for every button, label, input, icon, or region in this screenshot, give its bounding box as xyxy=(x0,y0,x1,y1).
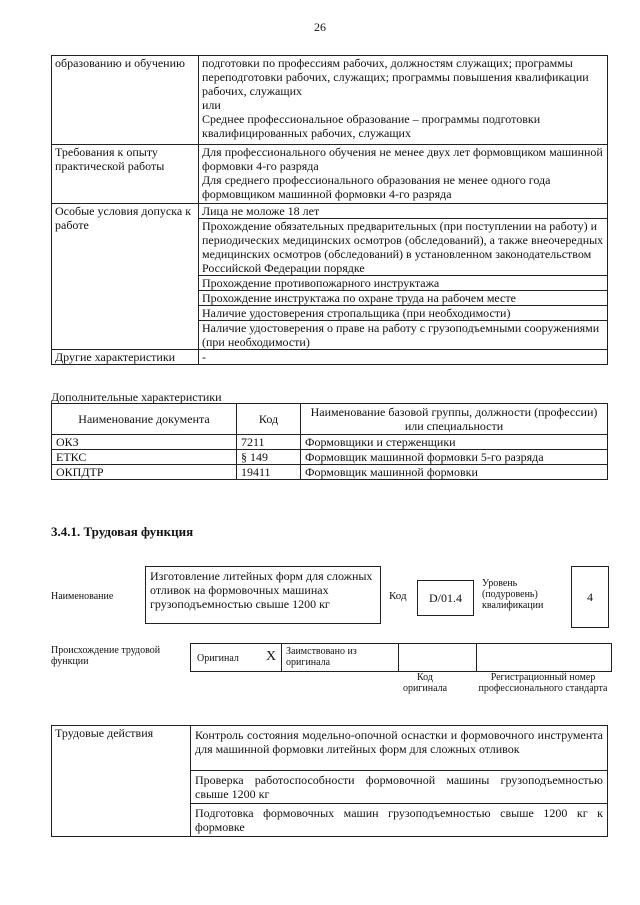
cell: ОКЗ xyxy=(52,435,237,450)
row-label: Другие характеристики xyxy=(52,350,199,365)
code-box: D/01.4 xyxy=(417,580,474,616)
actions-table xyxy=(51,725,608,837)
cell: § 149 xyxy=(237,450,301,465)
condition-item: Наличие удостоверения стропальщика (при необходимости) xyxy=(199,305,607,320)
page-number: 26 xyxy=(314,20,326,34)
row-label: образованию и обучению xyxy=(52,56,199,145)
reg-number-label: Регистрационный номер профессионального стандарта xyxy=(478,672,608,694)
additional-table xyxy=(51,403,608,480)
table-row xyxy=(52,56,608,145)
action-item: Контроль состояния модельно-опочной оснастки и формовочного инструмента для машинной формовки литейных форм для сложных отливок xyxy=(191,726,608,771)
origin-row xyxy=(190,643,612,672)
cell: ЕТКС xyxy=(52,450,237,465)
cell: Формовщик машинной формовки 5-го разряда xyxy=(301,450,608,465)
action-item: Проверка работоспособности формовочной машины грузоподъемностью свыше 1200 кг xyxy=(191,771,608,804)
actions-label: Трудовые действия xyxy=(52,726,191,837)
cell: ОКПДТР xyxy=(52,465,237,480)
original-mark: X xyxy=(266,649,277,664)
row-value xyxy=(199,56,608,145)
cell: 19411 xyxy=(237,465,301,480)
header-cell: Наименование документа xyxy=(52,404,237,435)
table-row xyxy=(52,450,608,465)
divider xyxy=(476,644,477,671)
function-name-box: Изготовление литейных форм для сложных отливок на формовочных машинах грузоподъемностью свыше 1200 кг xyxy=(145,566,381,624)
level-label: Уровень (подуровень) квалификации xyxy=(482,578,544,611)
code-label: Код xyxy=(389,590,407,602)
condition-item: Лица не моложе 18 лет xyxy=(202,204,320,218)
condition-item: Наличие удостоверения о праве на работу с грузоподъемными сооружениями (при необходимости) xyxy=(199,320,607,349)
row-value xyxy=(199,204,608,350)
origin-label: Происхождение трудовой функции xyxy=(51,645,161,667)
code-original-label: Код оригинала xyxy=(402,672,448,694)
level-box: 4 xyxy=(571,566,609,628)
divider xyxy=(398,644,399,671)
cell: 7211 xyxy=(237,435,301,450)
name-label: Наименование xyxy=(51,591,114,602)
cell: Формовщики и стерженщики xyxy=(301,435,608,450)
row-value xyxy=(199,145,608,204)
header-cell: Код xyxy=(237,404,301,435)
cell: Формовщик машинной формовки xyxy=(301,465,608,480)
condition-item: Прохождение обязательных предварительных (при поступлении на работу) и периодических медицинских осмотров (обследований), а также внеочередных медицинских осмотров (обследований) в установленном законодательством Российской Федерации порядке xyxy=(199,218,607,275)
borrowed-label: Заимствовано из оригинала xyxy=(286,646,357,668)
original-label: Оригинал xyxy=(197,653,239,664)
qualification-table xyxy=(51,55,608,365)
action-item: Подготовка формовочных машин грузоподъемностью свыше 1200 кг к формовке xyxy=(191,804,608,837)
condition-item: Прохождение инструктажа по охране труда на рабочем месте xyxy=(199,290,607,305)
table-header-row xyxy=(52,404,608,435)
education-text: подготовки по профессиям рабочих, должностям служащих; программы переподготовки рабочих, служащих; программы повышения квалификации рабочих, служащих или Среднее профессиональное образование – программы подготовки квалифицированных рабочих, служащих xyxy=(202,56,589,140)
experience-text: Для профессионального обучения не менее двух лет формовщиком машинной формовки 4-го разряда Для среднего профессионального образования не менее одного года формовщиком машинной формовки 4-го разряда xyxy=(202,145,603,201)
additional-title: Дополнительные характеристики xyxy=(51,390,222,404)
header-cell: Наименование базовой группы, должности (профессии) или специальности xyxy=(301,404,608,435)
condition-item: Прохождение противопожарного инструктажа xyxy=(199,275,607,290)
table-row xyxy=(52,350,608,365)
row-value: - xyxy=(199,350,608,365)
table-row xyxy=(52,145,608,204)
table-row xyxy=(52,204,608,350)
section-title: 3.4.1. Трудовая функция xyxy=(51,524,194,539)
table-row xyxy=(52,465,608,480)
row-label: Требования к опыту практической работы xyxy=(52,145,199,204)
divider xyxy=(281,644,282,671)
table-row xyxy=(52,726,608,771)
table-row xyxy=(52,435,608,450)
row-label: Особые условия допуска к работе xyxy=(52,204,199,350)
